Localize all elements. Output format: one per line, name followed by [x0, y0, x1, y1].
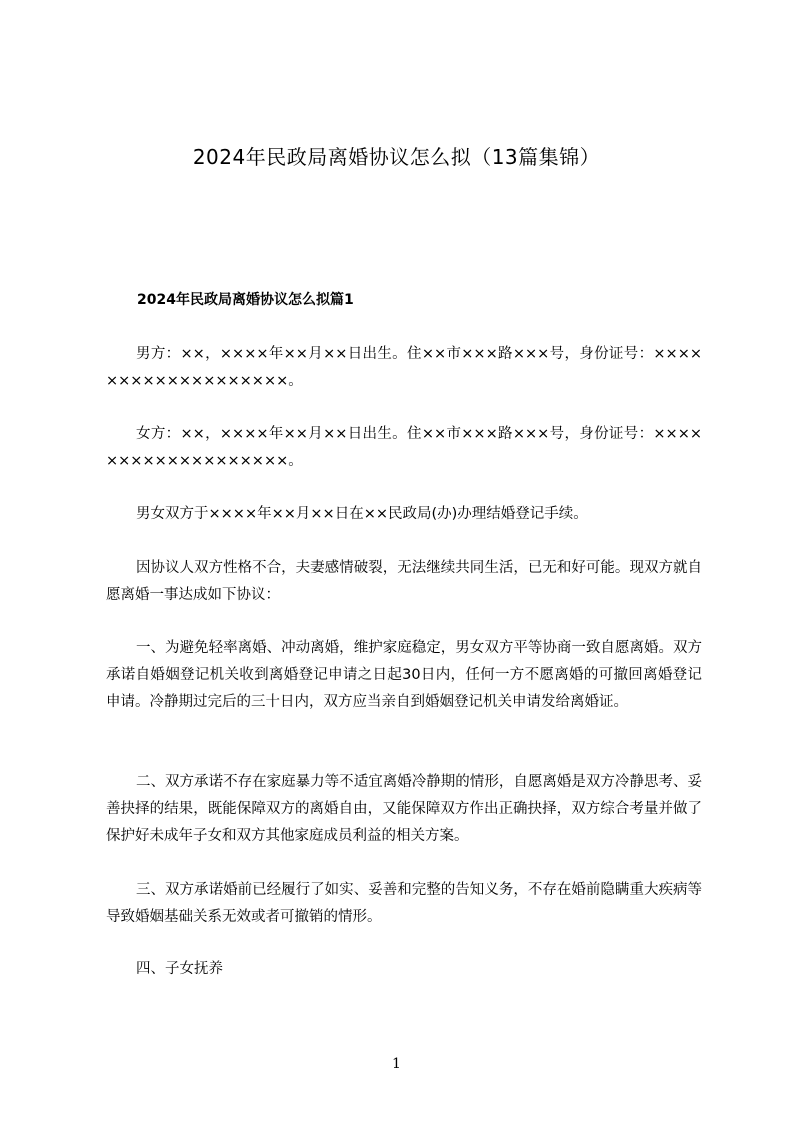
paragraph-clause-1: 一、为避免轻率离婚、冲动离婚，维护家庭稳定，男女双方平等协商一致自愿离婚。双方承诺自婚姻登记机关收到离婚登记申请之日起30日内，任何一方不愿离婚的可撤回离婚登记申请。冷静期过完后的三十日内，双方应当亲自到婚姻登记机关申请发给离婚证。 — [106, 640, 702, 710]
paragraph-marriage-registration: 男女双方于××××年××月××日在××民政局(办)办理结婚登记手续。 — [136, 506, 588, 522]
paragraph-clause-4-heading: 四、子女抚养 — [136, 961, 223, 977]
section-heading: 2024年民政局离婚协议怎么拟篇1 — [137, 292, 354, 308]
paragraph-clause-3: 三、双方承诺婚前已经履行了如实、妥善和完整的告知义务，不存在婚前隐瞒重大疾病等导致婚姻基础关系无效或者可撤销的情形。 — [106, 882, 702, 925]
paragraph-male-party: 男方：××，××××年××月××日出生。住××市×××路×××号，身份证号：×××××××××××××××××××。 — [106, 346, 702, 389]
page-number: 1 — [392, 1056, 401, 1072]
paragraph-divorce-reason: 因协议人双方性格不合，夫妻感情破裂，无法继续共同生活，已无和好可能。现双方就自愿离婚一事达成如下协议： — [106, 560, 702, 603]
document-title: 2024年民政局离婚协议怎么拟（13篇集锦） — [192, 145, 601, 169]
paragraph-clause-2: 二、双方承诺不存在家庭暴力等不适宜离婚冷静期的情形，自愿离婚是双方冷静思考、妥善抉择的结果，既能保障双方的离婚自由，又能保障双方作出正确抉择，双方综合考量并做了保护好未成年子女和双方其他家庭成员利益的相关方案。 — [106, 774, 702, 844]
paragraph-female-party: 女方：××，××××年××月××日出生。住××市×××路×××号，身份证号：×××××××××××××××××××。 — [106, 426, 702, 469]
